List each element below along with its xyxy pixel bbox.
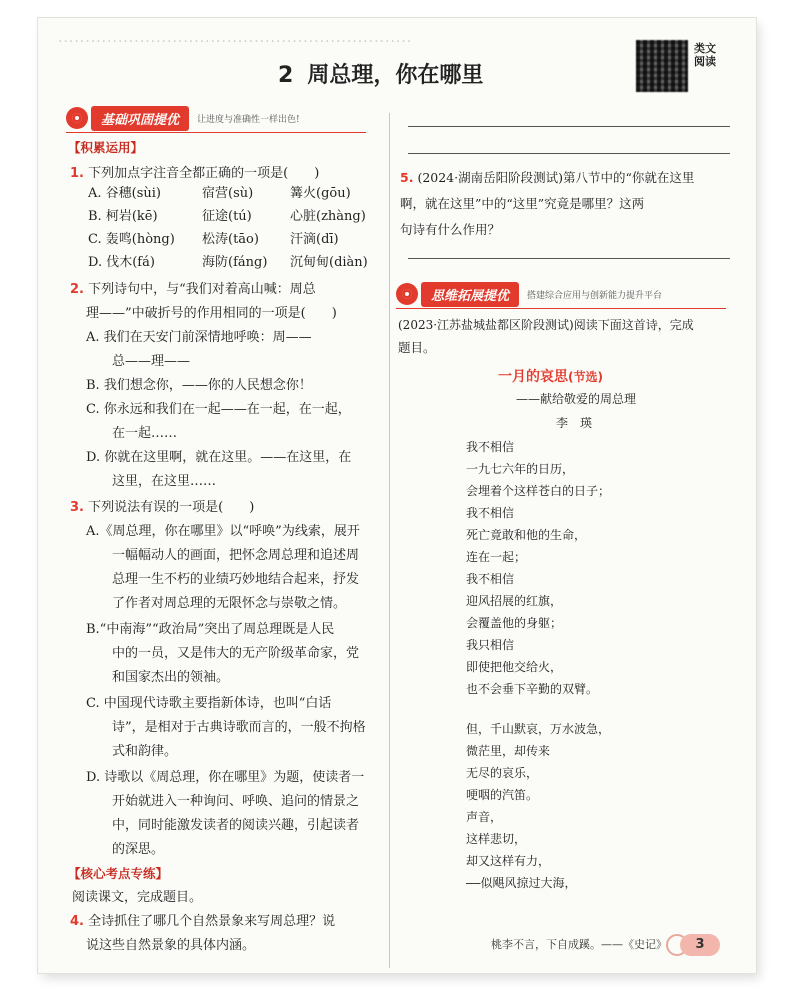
- question-5-line: [400, 168, 694, 186]
- poem-line: 会覆盖他的身躯；: [466, 616, 563, 630]
- bleed-text: ·································································: [58, 34, 413, 50]
- lesson-number: 2: [278, 63, 294, 88]
- poem-line: 死亡竟敢和他的生命，: [466, 528, 587, 542]
- question-3-line: 中，同时能激发读者的阅读兴趣，引起读者: [86, 818, 360, 833]
- poem-line: 我不相信: [466, 440, 515, 454]
- footer-quote: 桃李不言，下自成蹊。——《史记》: [491, 938, 667, 951]
- page-number: 3: [680, 934, 720, 956]
- question-3-line: 总理一生不朽的业绩巧妙地结合起来，抒发: [86, 572, 360, 587]
- question-text: (2024·湖南岳阳阶段测试)第八节中的“你就在这里: [417, 170, 695, 185]
- question-number: 2.: [70, 282, 84, 297]
- question-3-line: 开始就进入一种询问、呼唤、追问的情景之: [86, 794, 360, 809]
- band-rule: [396, 308, 726, 309]
- question-3-line: C. 中国现代诗歌主要指新体诗，也叫“白话: [86, 696, 332, 711]
- poem-line: 我不相信: [466, 572, 515, 586]
- answer-line[interactable]: [408, 258, 730, 259]
- answer-line[interactable]: [408, 153, 730, 154]
- question-3-line: 中的一员，又是伟大的无产阶级革命家，党: [86, 646, 360, 661]
- band-label: 基础巩固提优: [91, 106, 189, 131]
- poem-line: 声音，: [466, 810, 503, 824]
- option-cell: 海防(fáng): [202, 255, 268, 270]
- option-row: [88, 203, 368, 226]
- option-cell: 松涛(tāo): [202, 232, 259, 247]
- question-2-line: 这里，在这里……: [86, 474, 217, 489]
- band-rule: [66, 132, 366, 133]
- question-5-line: 句诗有什么作用？: [400, 222, 501, 237]
- poem-line: 哽咽的汽笛。: [466, 788, 539, 802]
- question-3-line: A.《周总理，你在哪里》以“呼唤”为线索，展开: [86, 524, 360, 539]
- question-3-line: B.“中南海”“政治局”突出了周总理既是人民: [86, 622, 335, 637]
- poem-line: 即使把他交给火，: [466, 660, 563, 674]
- question-text: 下列诗句中，与“我们对着高山喊：周总: [88, 282, 316, 297]
- poem-line: 但，千山默哀，万水波急，: [466, 722, 611, 736]
- poem-line: 我不相信: [466, 506, 515, 520]
- answer-line[interactable]: [408, 126, 730, 127]
- poem-line: 微茫里，却传来: [466, 744, 551, 758]
- option-row: [88, 249, 368, 272]
- option-cell: 宿营(sù): [202, 186, 254, 201]
- question-3-line: 和国家杰出的领袖。: [86, 670, 230, 685]
- poem-title-text: 一月的哀思: [498, 369, 568, 385]
- band-subtitle: 让进度与准确性一样出色!: [197, 114, 300, 125]
- read-instruction: 阅读课文，完成题目。: [72, 890, 203, 905]
- question-3-line: [70, 496, 254, 515]
- question-stem: 下列加点字注音全都正确的一项是( ): [88, 166, 320, 181]
- option-cell: D. 伐木(fá): [88, 255, 155, 270]
- question-2-line: A. 我们在天安门前深情地呼唤：周——: [86, 330, 312, 345]
- band-subtitle: 搭建综合应用与创新能力提升平台: [527, 290, 663, 301]
- question-1-options: [88, 180, 368, 272]
- question-number: 4.: [70, 914, 84, 929]
- target-icon: [396, 283, 418, 305]
- question-3-line: 一幅幅动人的画面，把怀念周总理和追述周: [86, 548, 360, 563]
- poem-subtitle: ——献给敬爱的周总理: [516, 392, 637, 406]
- category-tag: 类文阅读: [694, 42, 716, 68]
- option-cell: 心脏(zhàng): [290, 209, 366, 224]
- page-title: [278, 58, 483, 89]
- question-2-line: 在一起……: [86, 426, 178, 441]
- qr-code-icon: [636, 40, 688, 92]
- question-2-line: B. 我们想念你，——你的人民想念你！: [86, 378, 312, 393]
- poem-line: 却又这样有力，: [466, 854, 551, 868]
- section-band-basic: [66, 106, 366, 130]
- poem-line: 我只相信: [466, 638, 515, 652]
- lesson-title: 周总理，你在哪里: [307, 63, 484, 88]
- question-1: [70, 162, 319, 181]
- question-3-line: 的深思。: [86, 842, 165, 857]
- question-3-line: 诗”，是相对于古典诗歌而言的，一般不拘格: [86, 720, 366, 735]
- question-4-line: 说这些自然景象的具体内涵。: [86, 938, 256, 953]
- question-number: 3.: [70, 500, 84, 515]
- poem-line: 连在一起；: [466, 550, 527, 564]
- question-number: 5.: [400, 170, 414, 185]
- option-cell: 汗滴(dī): [290, 232, 339, 247]
- question-5-line: 啊，就在这里”中的“这里”究竟是哪里？这两: [400, 196, 645, 211]
- poem-line: 一九七六年的日历，: [466, 462, 575, 476]
- target-icon: [66, 107, 88, 129]
- section-accumulate: 【积累运用】: [68, 140, 144, 155]
- question-3-line: 式和韵律。: [86, 744, 178, 759]
- option-cell: 篝火(gōu): [290, 186, 351, 201]
- option-cell: A. 谷穗(sùi): [88, 186, 161, 201]
- poem-line: 也不会垂下辛勤的双臂。: [466, 682, 599, 696]
- reading-intro-line: (2023·江苏盐城盐都区阶段测试)阅读下面这首诗，完成: [398, 318, 694, 332]
- poem-line: 无尽的哀乐，: [466, 766, 539, 780]
- option-cell: B. 柯岩(kē): [88, 209, 158, 224]
- question-3-line: 了作者对周总理的无限怀念与崇敬之情。: [86, 596, 347, 611]
- question-2-line: [70, 278, 316, 297]
- question-text: 下列说法有误的一项是( ): [88, 500, 255, 515]
- page-number-badge: [666, 932, 726, 960]
- worksheet-page: [38, 18, 756, 973]
- poem-line: ——似飓风掠过大海，: [466, 876, 577, 890]
- question-2-line: 总——理——: [86, 354, 191, 369]
- poem-title-note: (节选): [568, 370, 603, 384]
- option-cell: 沉甸甸(diàn): [290, 255, 368, 270]
- poem-title: [498, 366, 603, 386]
- question-number: 1.: [70, 166, 84, 181]
- question-text: 全诗抓住了哪几个自然景象来写周总理？说: [88, 914, 336, 929]
- poem-line: 会埋着个这样苍白的日子；: [466, 484, 611, 498]
- column-divider: [389, 113, 390, 968]
- reading-intro-line: 题目。: [398, 340, 436, 355]
- option-cell: 征途(tú): [202, 209, 252, 224]
- section-band-extend: [396, 282, 726, 306]
- option-row: [88, 226, 368, 249]
- question-3-line: D. 诗歌以《周总理，你在哪里》为题，使读者一: [86, 770, 365, 785]
- option-row: [88, 180, 368, 203]
- poem-line: 这样悲切，: [466, 832, 527, 846]
- question-2-line: C. 你永远和我们在一起——在一起，在一起，: [86, 402, 351, 417]
- poem-author: 李 瑛: [556, 416, 593, 430]
- band-label: 思维拓展提优: [421, 282, 519, 307]
- section-core: 【核心考点专练】: [68, 866, 169, 881]
- question-4-line: [70, 910, 335, 929]
- question-2-line: 理——”中破折号的作用相同的一项是( ): [86, 306, 337, 321]
- poem-line: 迎风招展的红旗，: [466, 594, 563, 608]
- option-cell: C. 轰鸣(hòng): [88, 232, 175, 247]
- question-2-line: D. 你就在这里啊，就在这里。——在这里，在: [86, 450, 352, 465]
